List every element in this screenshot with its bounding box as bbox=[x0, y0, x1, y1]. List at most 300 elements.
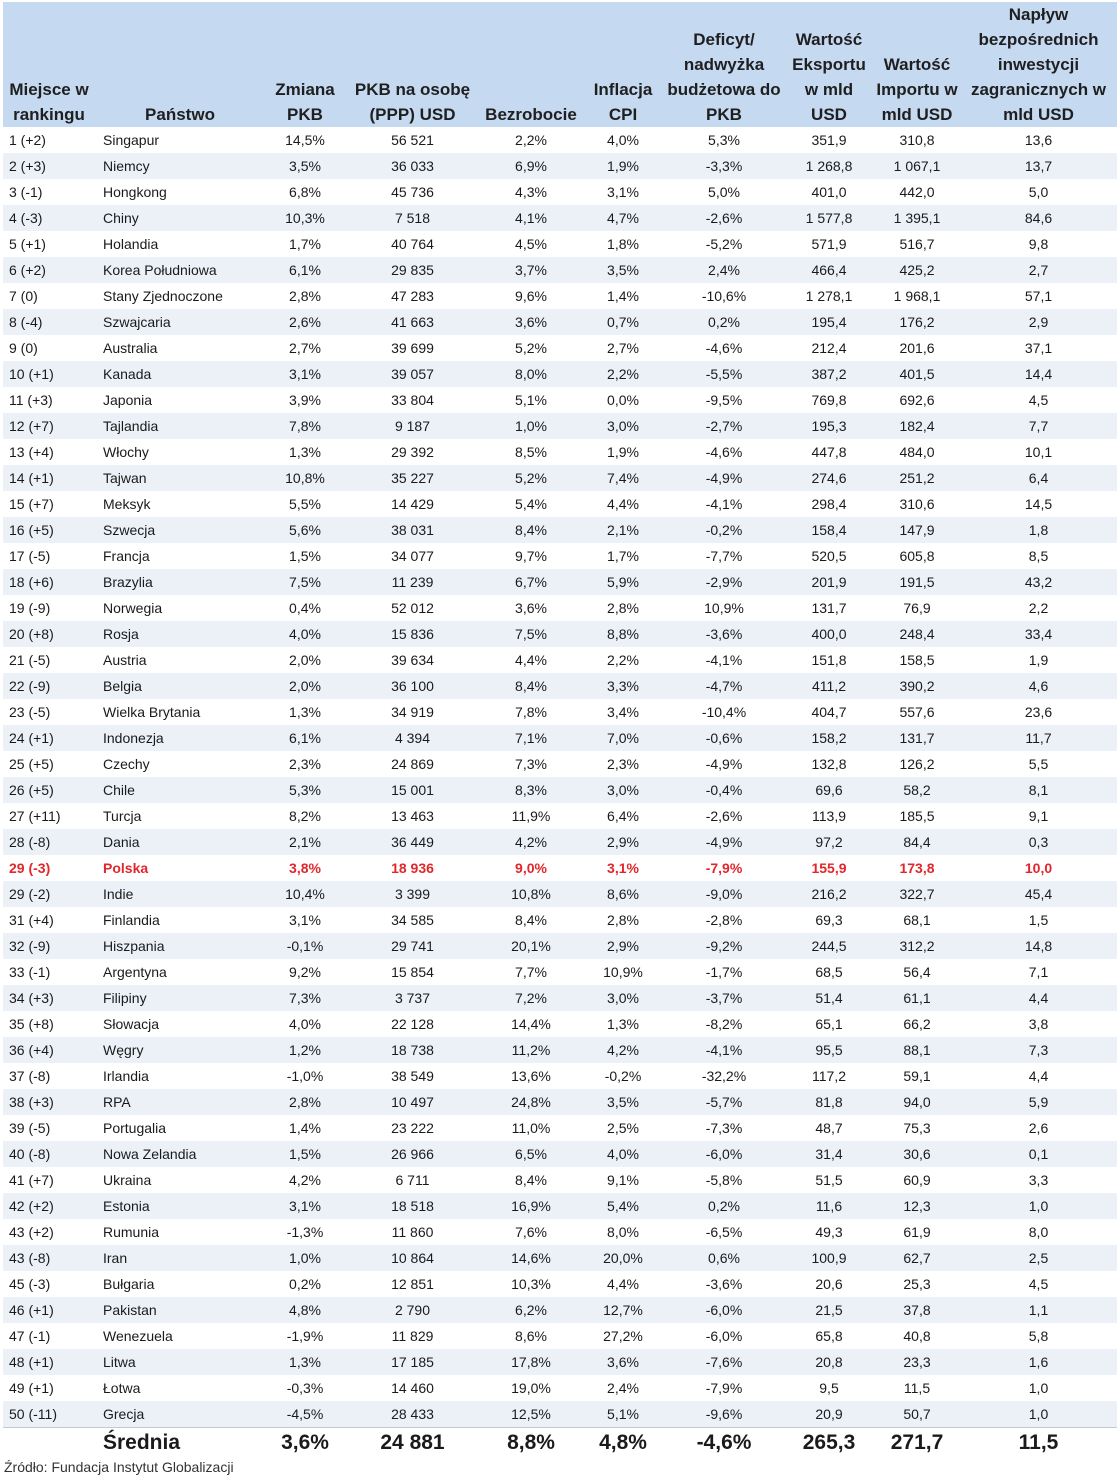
cell-imports: 76,9 bbox=[903, 600, 931, 616]
cell-imports: 25,3 bbox=[903, 1276, 931, 1292]
cell-gdp-per-capita: 34 585 bbox=[391, 912, 434, 928]
average-row bbox=[3, 1428, 1117, 1459]
cell-budget-balance: 0,2% bbox=[664, 1193, 784, 1219]
cell-imports: 1 395,1 bbox=[874, 205, 960, 231]
average-budget-balance: -4,6% bbox=[664, 1428, 784, 1459]
cell-inflation: 2,4% bbox=[607, 1380, 639, 1396]
cell-inflation: 1,7% bbox=[607, 548, 639, 564]
cell-country: Rosja bbox=[95, 621, 265, 647]
cell-inflation: 4,7% bbox=[582, 205, 664, 231]
cell-country: Wenezuela bbox=[103, 1328, 173, 1344]
cell-inflation: 2,2% bbox=[582, 361, 664, 387]
cell-country: Singapur bbox=[103, 132, 160, 148]
cell-rank: 29 (-3) bbox=[3, 855, 95, 881]
cell-budget-balance: -5,2% bbox=[705, 236, 743, 252]
cell-rank: 35 (+8) bbox=[9, 1016, 54, 1032]
cell-rank: 45 (-3) bbox=[9, 1276, 51, 1292]
cell-fdi: 5,0 bbox=[1028, 184, 1049, 200]
cell-fdi: 1,6 bbox=[960, 1349, 1117, 1375]
cell-budget-balance: -4,1% bbox=[664, 1037, 784, 1063]
cell-unemployment: 8,0% bbox=[480, 361, 582, 387]
cell-inflation: 4,0% bbox=[582, 1141, 664, 1167]
cell-budget-balance: 2,4% bbox=[664, 257, 784, 283]
cell-budget-balance: -7,7% bbox=[705, 548, 743, 564]
cell-gdp-change: 10,3% bbox=[265, 205, 345, 231]
cell-exports: 520,5 bbox=[811, 548, 847, 564]
cell-fdi: 1,9 bbox=[1028, 652, 1049, 668]
cell-gdp-per-capita: 39 634 bbox=[391, 652, 434, 668]
cell-exports: 466,4 bbox=[784, 257, 874, 283]
cell-exports: 155,9 bbox=[784, 855, 874, 881]
cell-gdp-per-capita: 29 835 bbox=[345, 257, 480, 283]
cell-exports: 404,7 bbox=[811, 704, 847, 720]
cell-gdp-per-capita: 18 936 bbox=[345, 855, 480, 881]
cell-budget-balance: -2,8% bbox=[705, 912, 743, 928]
cell-country: Filipiny bbox=[95, 985, 265, 1011]
cell-budget-balance: -4,1% bbox=[705, 652, 743, 668]
cell-exports: 69,6 bbox=[784, 777, 874, 803]
cell-exports: 20,6 bbox=[815, 1276, 843, 1292]
cell-fdi: 3,3 bbox=[1028, 1172, 1049, 1188]
cell-budget-balance: -9,0% bbox=[664, 881, 784, 907]
cell-unemployment: 1,0% bbox=[480, 413, 582, 439]
cell-unemployment: 11,2% bbox=[480, 1037, 582, 1063]
cell-unemployment: 10,3% bbox=[511, 1276, 551, 1292]
cell-country: Australia bbox=[103, 340, 158, 356]
cell-unemployment: 9,7% bbox=[515, 548, 547, 564]
cell-budget-balance: -3,6% bbox=[705, 1276, 743, 1292]
cell-gdp-change: 1,5% bbox=[289, 548, 321, 564]
cell-gdp-change: 2,0% bbox=[289, 652, 321, 668]
cell-rank: 15 (+7) bbox=[9, 496, 54, 512]
header-rank: Miejsce w rankingu bbox=[3, 2, 95, 127]
cell-country: Korea Południowa bbox=[95, 257, 265, 283]
cell-exports: 81,8 bbox=[784, 1089, 874, 1115]
cell-budget-balance: -0,2% bbox=[664, 517, 784, 543]
cell-gdp-change: 2,0% bbox=[265, 673, 345, 699]
header-budget-balance: Deficyt/ nadwyżka budżetowa do PKB bbox=[664, 2, 784, 127]
cell-gdp-per-capita: 11 239 bbox=[345, 569, 480, 595]
cell-country: Irlandia bbox=[103, 1068, 149, 1084]
cell-fdi: 4,6 bbox=[960, 673, 1117, 699]
cell-gdp-change: 2,6% bbox=[265, 309, 345, 335]
table-row bbox=[3, 1037, 1117, 1063]
cell-budget-balance: -6,0% bbox=[705, 1328, 743, 1344]
cell-exports: 195,4 bbox=[784, 309, 874, 335]
cell-budget-balance: 0,2% bbox=[664, 309, 784, 335]
average-inflation: 4,8% bbox=[582, 1428, 664, 1459]
cell-country: Francja bbox=[103, 548, 150, 564]
cell-exports: 11,6 bbox=[784, 1193, 874, 1219]
cell-unemployment: 6,7% bbox=[480, 569, 582, 595]
cell-exports: 100,9 bbox=[784, 1245, 874, 1271]
cell-exports: 95,5 bbox=[784, 1037, 874, 1063]
cell-gdp-per-capita: 39 057 bbox=[345, 361, 480, 387]
cell-fdi: 57,1 bbox=[1024, 288, 1053, 304]
cell-gdp-change: 3,1% bbox=[265, 361, 345, 387]
cell-country: Litwa bbox=[95, 1349, 265, 1375]
cell-rank: 1 (+2) bbox=[9, 132, 46, 148]
cell-gdp-change: 4,0% bbox=[265, 621, 345, 647]
table-row bbox=[3, 257, 1117, 283]
table-row bbox=[3, 517, 1117, 543]
cell-exports: 401,0 bbox=[811, 184, 847, 200]
cell-rank: 24 (+1) bbox=[3, 725, 95, 751]
cell-exports: 769,8 bbox=[811, 392, 847, 408]
table-row bbox=[3, 543, 1117, 569]
header-exports: Wartość Eksportu w mld USD bbox=[784, 2, 874, 127]
header-imports: Wartość Importu w mld USD bbox=[874, 2, 960, 127]
cell-fdi: 8,5 bbox=[1028, 548, 1049, 564]
cell-imports: 692,6 bbox=[899, 392, 935, 408]
average-gdp-per-capita: 24 881 bbox=[345, 1428, 480, 1459]
cell-exports: 132,8 bbox=[811, 756, 847, 772]
cell-fdi: 1,0 bbox=[1028, 1380, 1049, 1396]
cell-unemployment: 6,2% bbox=[480, 1297, 582, 1323]
header-country: Państwo bbox=[95, 2, 265, 127]
cell-budget-balance: -5,5% bbox=[664, 361, 784, 387]
cell-country: Argentyna bbox=[103, 964, 167, 980]
cell-gdp-change: 4,0% bbox=[289, 1016, 321, 1032]
cell-budget-balance: -4,6% bbox=[705, 340, 743, 356]
cell-country: Stany Zjednoczone bbox=[103, 288, 223, 304]
cell-country: Łotwa bbox=[103, 1380, 141, 1396]
cell-fdi: 0,1 bbox=[960, 1141, 1117, 1167]
cell-unemployment: 3,6% bbox=[480, 309, 582, 335]
cell-fdi: 11,7 bbox=[960, 725, 1117, 751]
cell-country: Słowacja bbox=[103, 1016, 160, 1032]
cell-country: Pakistan bbox=[95, 1297, 265, 1323]
table-row bbox=[3, 907, 1117, 933]
cell-gdp-change: 1,2% bbox=[265, 1037, 345, 1063]
cell-exports: 447,8 bbox=[811, 444, 847, 460]
cell-gdp-per-capita: 38 549 bbox=[391, 1068, 434, 1084]
cell-gdp-per-capita: 15 001 bbox=[345, 777, 480, 803]
cell-budget-balance: -9,6% bbox=[664, 1401, 784, 1428]
cell-country: Grecja bbox=[95, 1401, 265, 1428]
cell-gdp-per-capita: 29 741 bbox=[345, 933, 480, 959]
cell-gdp-change: 8,2% bbox=[289, 808, 321, 824]
cell-country: Bułgaria bbox=[103, 1276, 155, 1292]
table-row bbox=[3, 1011, 1117, 1037]
cell-gdp-change: -1,0% bbox=[286, 1068, 324, 1084]
table-row bbox=[3, 465, 1117, 491]
cell-gdp-change: 2,8% bbox=[289, 288, 321, 304]
cell-exports: 21,5 bbox=[784, 1297, 874, 1323]
cell-inflation: 2,1% bbox=[582, 517, 664, 543]
cell-inflation: 7,0% bbox=[582, 725, 664, 751]
cell-country: Hiszpania bbox=[95, 933, 265, 959]
cell-exports: 113,9 bbox=[812, 808, 846, 824]
cell-inflation: 3,3% bbox=[582, 673, 664, 699]
cell-exports: 69,3 bbox=[815, 912, 843, 928]
cell-gdp-per-capita: 29 392 bbox=[391, 444, 434, 460]
table-row bbox=[3, 231, 1117, 257]
cell-imports: 191,5 bbox=[874, 569, 960, 595]
cell-rank: 29 (-2) bbox=[3, 881, 95, 907]
cell-budget-balance: -7,9% bbox=[705, 1380, 743, 1396]
cell-fdi: 45,4 bbox=[960, 881, 1117, 907]
cell-gdp-per-capita: 18 738 bbox=[345, 1037, 480, 1063]
cell-inflation: 2,9% bbox=[582, 933, 664, 959]
cell-country: Norwegia bbox=[103, 600, 163, 616]
cell-inflation: 3,5% bbox=[582, 257, 664, 283]
cell-fdi: 4,5 bbox=[1028, 1276, 1049, 1292]
cell-unemployment: 7,5% bbox=[480, 621, 582, 647]
cell-fdi: 7,7 bbox=[960, 413, 1117, 439]
average-label: Średnia bbox=[95, 1428, 265, 1459]
header-gdp-per-capita: PKB na osobę (PPP) USD bbox=[345, 2, 480, 127]
cell-unemployment: 6,5% bbox=[480, 1141, 582, 1167]
cell-country: Chiny bbox=[95, 205, 265, 231]
cell-imports: 62,7 bbox=[874, 1245, 960, 1271]
cell-fdi: 10,0 bbox=[960, 855, 1117, 881]
cell-imports: 516,7 bbox=[899, 236, 935, 252]
cell-imports: 185,5 bbox=[899, 808, 935, 824]
cell-rank: 20 (+8) bbox=[3, 621, 95, 647]
cell-budget-balance: -9,5% bbox=[705, 392, 743, 408]
cell-gdp-change: 1,3% bbox=[265, 1349, 345, 1375]
cell-imports: 88,1 bbox=[874, 1037, 960, 1063]
cell-imports: 605,8 bbox=[899, 548, 935, 564]
cell-gdp-per-capita: 28 433 bbox=[345, 1401, 480, 1428]
cell-inflation: 2,9% bbox=[582, 829, 664, 855]
cell-imports: 1 067,1 bbox=[874, 153, 960, 179]
cell-gdp-per-capita: 3 399 bbox=[345, 881, 480, 907]
table-row bbox=[3, 309, 1117, 335]
cell-fdi: 8,1 bbox=[960, 777, 1117, 803]
cell-unemployment: 3,6% bbox=[515, 600, 547, 616]
cell-fdi: 1,0 bbox=[960, 1401, 1117, 1428]
cell-inflation: 12,7% bbox=[582, 1297, 664, 1323]
cell-imports: 442,0 bbox=[899, 184, 935, 200]
cell-imports: 390,2 bbox=[874, 673, 960, 699]
cell-imports: 75,3 bbox=[903, 1120, 931, 1136]
header-inflation: Inflacja CPI bbox=[582, 2, 664, 127]
cell-exports: 1 278,1 bbox=[805, 288, 853, 304]
cell-rank: 28 (-8) bbox=[3, 829, 95, 855]
cell-imports: 84,4 bbox=[874, 829, 960, 855]
table-row bbox=[3, 803, 1117, 829]
cell-gdp-change: -0,3% bbox=[286, 1380, 324, 1396]
cell-country: Niemcy bbox=[95, 153, 265, 179]
cell-rank: 12 (+7) bbox=[3, 413, 95, 439]
cell-exports: 1 577,8 bbox=[784, 205, 874, 231]
cell-unemployment: 5,2% bbox=[480, 465, 582, 491]
cell-unemployment: 5,2% bbox=[515, 340, 547, 356]
cell-unemployment: 4,3% bbox=[515, 184, 547, 200]
cell-fdi: 5,5 bbox=[1028, 756, 1049, 772]
cell-budget-balance: 5,0% bbox=[708, 184, 740, 200]
cell-imports: 176,2 bbox=[874, 309, 960, 335]
cell-gdp-change: 0,2% bbox=[289, 1276, 321, 1292]
cell-gdp-change: 6,8% bbox=[289, 184, 321, 200]
cell-imports: 68,1 bbox=[903, 912, 931, 928]
cell-gdp-change: 10,4% bbox=[265, 881, 345, 907]
cell-rank: 38 (+3) bbox=[3, 1089, 95, 1115]
cell-fdi: 2,6 bbox=[1028, 1120, 1049, 1136]
cell-exports: 65,1 bbox=[815, 1016, 843, 1032]
average-fdi: 11,5 bbox=[960, 1428, 1117, 1459]
cell-gdp-per-capita: 36 449 bbox=[345, 829, 480, 855]
cell-gdp-change: 1,3% bbox=[289, 704, 321, 720]
cell-inflation: 2,8% bbox=[607, 600, 639, 616]
cell-gdp-change: 3,1% bbox=[289, 912, 321, 928]
table-row bbox=[3, 1193, 1117, 1219]
cell-rank: 7 (0) bbox=[9, 288, 38, 304]
cell-country: Włochy bbox=[103, 444, 149, 460]
cell-country: Tajwan bbox=[95, 465, 265, 491]
cell-exports: 97,2 bbox=[784, 829, 874, 855]
cell-gdp-per-capita: 14 460 bbox=[391, 1380, 434, 1396]
cell-gdp-per-capita: 22 128 bbox=[391, 1016, 434, 1032]
cell-unemployment: 19,0% bbox=[511, 1380, 551, 1396]
cell-country: Indonezja bbox=[95, 725, 265, 751]
cell-fdi: 1,8 bbox=[960, 517, 1117, 543]
cell-gdp-change: 14,5% bbox=[285, 132, 325, 148]
table-row bbox=[3, 1375, 1117, 1401]
cell-gdp-change: 4,8% bbox=[265, 1297, 345, 1323]
cell-imports: 425,2 bbox=[874, 257, 960, 283]
cell-imports: 61,1 bbox=[874, 985, 960, 1011]
table-row bbox=[3, 699, 1117, 725]
table-row bbox=[3, 387, 1117, 413]
cell-rank: 46 (+1) bbox=[3, 1297, 95, 1323]
cell-rank: 49 (+1) bbox=[9, 1380, 54, 1396]
cell-gdp-change: 1,7% bbox=[289, 236, 321, 252]
table-body bbox=[3, 127, 1117, 1428]
cell-unemployment: 7,1% bbox=[480, 725, 582, 751]
cell-imports: 60,9 bbox=[903, 1172, 931, 1188]
cell-imports: 11,5 bbox=[903, 1380, 931, 1396]
cell-fdi: 10,1 bbox=[1024, 444, 1053, 460]
cell-exports: 274,6 bbox=[784, 465, 874, 491]
table-row bbox=[3, 933, 1117, 959]
cell-budget-balance: 5,3% bbox=[708, 132, 740, 148]
cell-rank: 21 (-5) bbox=[9, 652, 51, 668]
cell-gdp-change: 5,6% bbox=[265, 517, 345, 543]
cell-country: Ukraina bbox=[103, 1172, 152, 1188]
cell-imports: 23,3 bbox=[874, 1349, 960, 1375]
cell-country: Portugalia bbox=[103, 1120, 167, 1136]
cell-imports: 557,6 bbox=[899, 704, 935, 720]
cell-gdp-change: 9,2% bbox=[289, 964, 321, 980]
cell-unemployment: 20,1% bbox=[480, 933, 582, 959]
cell-budget-balance: -2,6% bbox=[664, 205, 784, 231]
cell-rank: 26 (+5) bbox=[3, 777, 95, 803]
cell-gdp-per-capita: 36 100 bbox=[345, 673, 480, 699]
cell-budget-balance: -4,9% bbox=[664, 829, 784, 855]
header-gdp-change: Zmiana PKB bbox=[265, 2, 345, 127]
cell-country: RPA bbox=[95, 1089, 265, 1115]
cell-gdp-per-capita: 39 699 bbox=[391, 340, 434, 356]
cell-exports: 216,2 bbox=[784, 881, 874, 907]
table-row bbox=[3, 1141, 1117, 1167]
table-row bbox=[3, 829, 1117, 855]
cell-inflation: 2,8% bbox=[607, 912, 639, 928]
cell-inflation: 2,2% bbox=[607, 652, 639, 668]
cell-rank: 43 (+2) bbox=[9, 1224, 54, 1240]
cell-gdp-change: 0,4% bbox=[289, 600, 321, 616]
cell-inflation: 3,6% bbox=[582, 1349, 664, 1375]
cell-fdi: 4,4 bbox=[960, 985, 1117, 1011]
cell-inflation: 8,6% bbox=[582, 881, 664, 907]
header-fdi: Napływ bezpośrednich inwestycji zagranicznych w mld USD bbox=[960, 2, 1117, 127]
cell-unemployment: 4,2% bbox=[480, 829, 582, 855]
cell-budget-balance: -3,3% bbox=[664, 153, 784, 179]
cell-fdi: 5,8 bbox=[1028, 1328, 1049, 1344]
cell-gdp-per-capita: 2 790 bbox=[345, 1297, 480, 1323]
table-row bbox=[3, 179, 1117, 205]
average-gdp-change: 3,6% bbox=[265, 1428, 345, 1459]
cell-fdi: 1,5 bbox=[1028, 912, 1049, 928]
cell-budget-balance: -6,0% bbox=[664, 1297, 784, 1323]
cell-gdp-per-capita: 40 764 bbox=[391, 236, 434, 252]
cell-unemployment: 17,8% bbox=[480, 1349, 582, 1375]
cell-gdp-per-capita: 56 521 bbox=[391, 132, 434, 148]
table-row bbox=[3, 1323, 1117, 1349]
cell-unemployment: 14,4% bbox=[511, 1016, 551, 1032]
cell-country: Wielka Brytania bbox=[103, 704, 201, 720]
cell-unemployment: 8,5% bbox=[515, 444, 547, 460]
cell-budget-balance: -3,7% bbox=[664, 985, 784, 1011]
cell-fdi: 43,2 bbox=[960, 569, 1117, 595]
cell-rank: 25 (+5) bbox=[9, 756, 54, 772]
cell-gdp-per-capita: 6 711 bbox=[395, 1172, 430, 1188]
cell-imports: 484,0 bbox=[899, 444, 935, 460]
cell-imports: 94,0 bbox=[874, 1089, 960, 1115]
cell-budget-balance: -5,8% bbox=[705, 1172, 743, 1188]
cell-country: Indie bbox=[95, 881, 265, 907]
cell-imports: 61,9 bbox=[903, 1224, 931, 1240]
cell-country: Rumunia bbox=[103, 1224, 160, 1240]
cell-exports: 20,9 bbox=[784, 1401, 874, 1428]
cell-unemployment: 5,4% bbox=[515, 496, 547, 512]
cell-inflation: 0,0% bbox=[607, 392, 639, 408]
cell-exports: 1 268,8 bbox=[784, 153, 874, 179]
cell-unemployment: 7,6% bbox=[515, 1224, 547, 1240]
cell-country: Hongkong bbox=[103, 184, 167, 200]
cell-gdp-per-capita: 45 736 bbox=[391, 184, 434, 200]
cell-inflation: 9,1% bbox=[607, 1172, 639, 1188]
cell-budget-balance: -5,7% bbox=[664, 1089, 784, 1115]
cell-inflation: 1,3% bbox=[607, 1016, 639, 1032]
cell-rank: 10 (+1) bbox=[3, 361, 95, 387]
cell-unemployment: 9,6% bbox=[515, 288, 547, 304]
cell-fdi: 9,1 bbox=[1028, 808, 1049, 824]
cell-gdp-per-capita: 35 227 bbox=[345, 465, 480, 491]
cell-gdp-change: 1,3% bbox=[289, 444, 321, 460]
table-row bbox=[3, 621, 1117, 647]
cell-gdp-per-capita: 13 463 bbox=[391, 808, 434, 824]
cell-exports: 158,2 bbox=[784, 725, 874, 751]
cell-gdp-per-capita: 47 283 bbox=[391, 288, 434, 304]
cell-unemployment: 7,2% bbox=[480, 985, 582, 1011]
cell-inflation: 3,0% bbox=[582, 413, 664, 439]
cell-gdp-per-capita: 4 394 bbox=[345, 725, 480, 751]
table-row bbox=[3, 1089, 1117, 1115]
cell-rank: 3 (-1) bbox=[9, 184, 43, 200]
cell-rank: 39 (-5) bbox=[9, 1120, 51, 1136]
cell-fdi: 1,0 bbox=[960, 1193, 1117, 1219]
cell-gdp-change: -0,1% bbox=[265, 933, 345, 959]
cell-gdp-change: 10,8% bbox=[265, 465, 345, 491]
cell-rank: 13 (+4) bbox=[9, 444, 54, 460]
table-row bbox=[3, 647, 1117, 673]
cell-rank: 36 (+4) bbox=[3, 1037, 95, 1063]
cell-gdp-change: 7,5% bbox=[265, 569, 345, 595]
table-row bbox=[3, 673, 1117, 699]
